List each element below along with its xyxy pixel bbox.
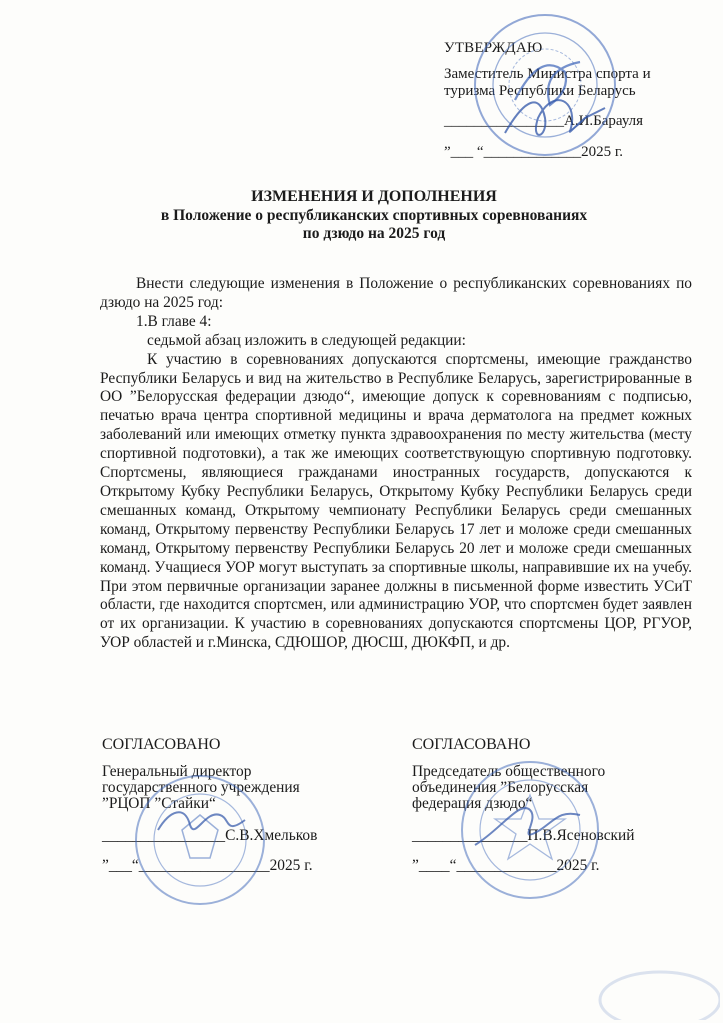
right-signoff-line1: Председатель общественного (412, 763, 606, 780)
left-date-line: ”___“_________________2025 г. (102, 857, 313, 874)
approval-block (444, 40, 704, 161)
intro-paragraph: Внести следующие изменения в Положение о республиканских соревнованиях по дзюдо на 2025 год: (100, 275, 692, 311)
left-signature-line: ________________С.В.Хмельков (102, 827, 318, 844)
right-signoff-line3: федерация дзюдо“ (412, 795, 533, 812)
left-signoff-line2: государственного учреждения (102, 779, 300, 796)
approval-position-line1: Заместитель Министра спорта и (444, 66, 651, 82)
left-signoff-heading: СОГЛАСОВАНО (102, 736, 221, 753)
document-title: ИЗМЕНЕНИЯ И ДОПОЛНЕНИЯ (251, 188, 497, 205)
approval-heading: УТВЕРЖДАЮ (444, 40, 543, 56)
right-signoff-heading: СОГЛАСОВАНО (412, 736, 531, 753)
approval-date-line: ”___ “_____________2025 г. (444, 144, 624, 160)
faint-stamp-fragment (590, 960, 720, 1020)
document-body (100, 275, 692, 653)
right-signoff-block (412, 737, 692, 874)
left-signoff-line1: Генеральный директор (102, 763, 252, 780)
right-date-line: ”____“_____________2025 г. (412, 857, 600, 874)
approval-position-line2: туризма Республики Беларусь (444, 83, 636, 99)
approval-signature-line: ________________А.И.Барауля (444, 113, 644, 129)
left-signoff-block (102, 737, 362, 874)
document-subtitle-line2: по дзюдо на 2025 год (302, 225, 446, 242)
item-1-subparagraph: седьмой абзац изложить в следующей редакции: (147, 331, 466, 349)
document-subtitle-line1: в Положение о республиканских спортивных соревнованиях (160, 207, 588, 224)
left-signoff-line3: ”РЦОП ”Стайки“ (102, 795, 216, 812)
right-signature-line: _______________П.В.Ясеновский (412, 827, 635, 844)
right-signoff-line2: объединения ”Белорусская (412, 779, 589, 796)
item-1: 1.В главе 4: (136, 312, 212, 330)
document-title-block (100, 188, 648, 243)
amended-paragraph: К участию в соревнованиях допускаются спортсмены, имеющие гражданство Республики Беларусь и вид на жительство в Республике Беларусь, зарегистрированные в ОО ”Белорусская федерации дзюдо“, имеющие допуск к соревнованиям с подписью, печатью врача центра спортивной медицины и врача дерматолога на предмет кожных заболеваний или имеющих отметку пункта здравоохранения по месту жительства (месту спортивной подготовки), а так же имеющих соответствующую спортивную подготовку. Спортсмены, являющиеся гражданами иностранных государств, допускаются к Открытому Кубку Республики Беларусь, Открытому Кубку Республики Беларусь среди смешанных команд, Открытому чемпионату Республики Беларусь среди смешанных команд, Открытому первенству Республики Беларусь 17 лет и моложе среди смешанных команд, Открытому первенству Республики Беларусь 20 лет и моложе среди смешанных команд. Учащиеся УОР могут выступать за спортивные школы, направившие их на учебу. При этом первичные организации заранее должны в письменной форме известить УСиТ области, где находится спортсмен, или администрацию УОР, что спортсмен будет заявлен от их организации. К участию в соревнованиях допускаются спортсмены ЦОР, РГУОР, УОР областей и г.Минска, СДЮШОР, ДЮСШ, ДЮКФП, и др. (100, 350, 692, 652)
